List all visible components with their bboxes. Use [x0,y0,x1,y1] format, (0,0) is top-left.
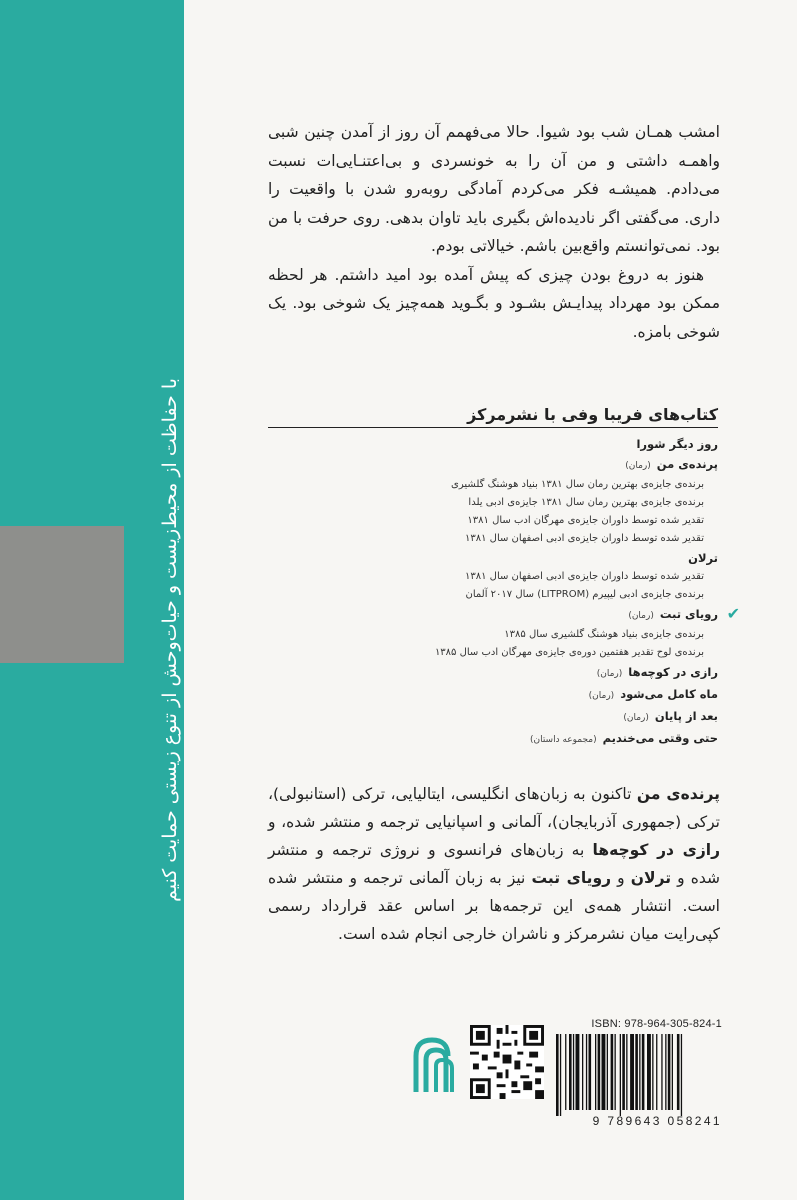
book-item [268,684,718,706]
publisher-logo-icon [412,1034,456,1094]
translation-book-razi: رازی در کوچه‌ها [592,841,721,859]
translations-note [268,780,720,948]
book-award: برنده‌ی جایزه‌ی بهترین رمان سال ۱۳۸۱ بنیاد هوشنگ گلشیری [451,479,704,490]
book-genre: (رمان) [588,691,615,701]
spine-slogan-text: با حفاظت از محیط‌زیست و حیات‌وحش از تنوع زیستی حمایت کنیم [159,378,181,902]
translation-book-tibet: رویای تبت [531,869,612,887]
book-title: حتی وقتی می‌خندیم [602,731,718,745]
book-item [268,604,740,626]
book-title: رویای تبت [659,607,718,621]
book-genre: (رمان) [596,669,623,679]
translation-book-parande: پرنده‌ی من [636,785,720,803]
qr-code-icon [470,1024,544,1100]
book-item [268,548,718,568]
book-item [268,662,718,684]
book-title: پرنده‌ی من [656,457,718,471]
books-list [268,405,740,750]
book-title: روز دیگر شورا [636,437,718,451]
book-title: رازی در کوچه‌ها [628,665,718,679]
book-award: تقدیر شده توسط داوران جایزه‌ی ادبی اصفهان سال ۱۳۸۱ [465,533,704,544]
book-items [268,434,740,750]
book-item [268,728,718,750]
translation-text-2: به زبان‌های فرانسوی و نروژی ترجمه و منتشر شده و [268,841,721,887]
translation-text-1: تاکنون به زبان‌های انگلیسی، ایتالیایی، ترکی (استانبولی)، ترکی (جمهوری آذربایجان)، آلمانی و اسپانیایی ترجمه و منتشر شده، و [268,785,720,831]
checkmark-icon: ✔ [726,604,740,623]
translation-text-4: نیز به زبان آلمانی ترجمه و منتشر شده است. انتشار همه‌ی این ترجمه‌ها بر اساس عقد قرارداد رسمی کپی‌رایت میان نشرمرکز و ناشران خارجی انجام شده است. [268,869,720,943]
translation-text-3: و [611,869,631,887]
book-genre: (رمان) [623,713,649,723]
book-genre: (رمان) [625,461,651,471]
gray-block [0,526,124,663]
footer [412,1018,722,1128]
excerpt-paragraph-2: هنوز به دروغ بودن چیزی که پیش آمده بود امید داشتم. هر لحظه ممکن بود مهرداد پیدایـش بشـود و بگـوید همه‌چیز یک شوخی بود. یک شوخی بامزه. [268,265,720,341]
book-item [268,434,718,454]
translation-book-tarlan: ترلان [630,869,672,887]
book-award: برنده‌ی جایزه‌ی بنیاد هوشنگ گلشیری سال ۱۳۸۵ [504,629,704,640]
book-award: برنده‌ی جایزه‌ی ادبی لیپیرم (LITPROM) سال ۲۰۱۷ آلمان [465,589,704,600]
excerpt [268,118,720,346]
book-title: ماه کامل می‌شود [620,687,718,701]
book-award: تقدیر شده توسط داوران جایزه‌ی ادبی اصفهان سال ۱۳۸۱ [465,571,704,582]
book-item [268,706,718,728]
book-genre: (مجموعه داستان) [529,735,597,745]
book-award: برنده‌ی جایزه‌ی بهترین رمان سال ۱۳۸۱ جایزه‌ی ادبی یلدا [468,497,704,508]
book-award: تقدیر شده توسط داوران جایزه‌ی مهرگان ادب سال ۱۳۸۱ [467,515,704,526]
book-title: بعد از پایان [654,709,718,723]
book-item [268,454,718,476]
excerpt-paragraph-1: امشب همـان شب بود شیوا. حالا می‌فهمم آن روز از آمدن چنین شبی واهمـه داشتی و من آن را به خونسردی و بی‌اعتنـایی‌ات نسبت می‌دادم. همیشـه فکر می‌کردم آمادگی روبه‌رو شدن با واقعیت را داری. می‌گفتی اگر نادیده‌اش بگیری باید تاوان بدهی. روی حرفت با من بود. نمی‌توانستم واقع‌بین باشم. خیالاتی بودم. [268,123,720,255]
isbn-label: ISBN: 978-964-305-824-1 [591,1018,722,1030]
barcode-digits: 9 789643 058241 [592,1114,722,1128]
spine-slogan [150,330,190,950]
books-list-title: کتاب‌های فریبا وفی با نشرمرکز [268,405,718,428]
book-award: برنده‌ی لوح تقدیر هفتمین دوره‌ی جایزه‌ی مهرگان ادب سال ۱۳۸۵ [434,647,704,658]
barcode-icon [554,1034,722,1116]
book-title: ترلان [688,551,718,565]
book-genre: (رمان) [628,611,654,621]
